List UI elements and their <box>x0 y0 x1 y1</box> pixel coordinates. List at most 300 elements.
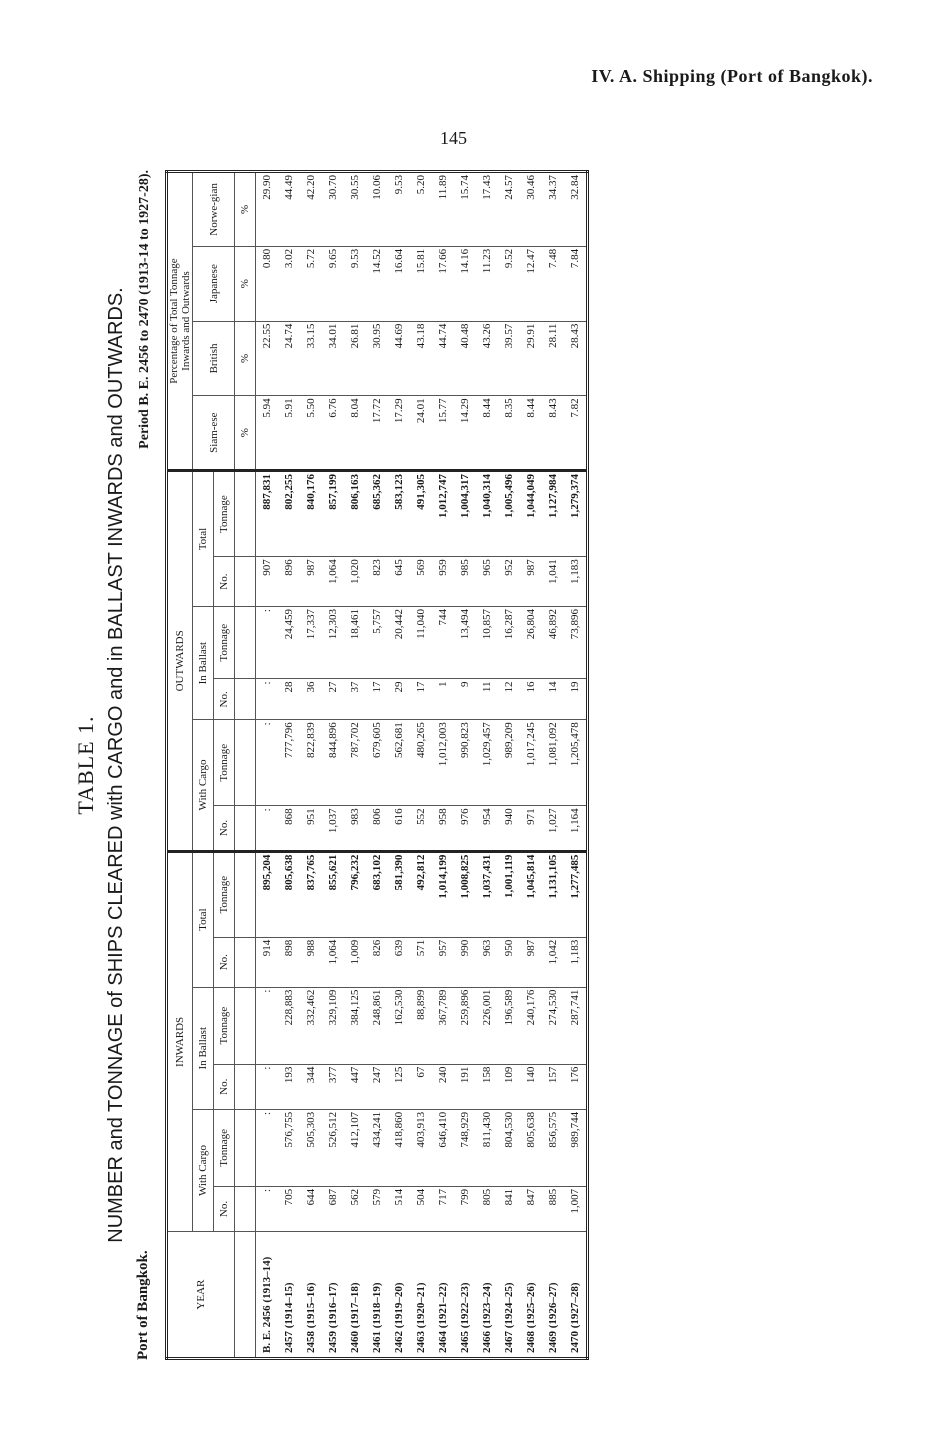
cell-in-cargo-ton: 418,860 <box>388 1109 410 1186</box>
tonnage-header: Tonnage <box>214 607 235 679</box>
cell-siamese: 8.04 <box>344 396 366 471</box>
cell-out-ballast-no: 37 <box>344 679 366 720</box>
cell-out-cargo-no: : <box>256 806 279 851</box>
cell-norwegian: 11.89 <box>432 172 454 247</box>
cell-in-total-ton: 1,131,105 <box>542 851 564 937</box>
out-with-cargo-header: With Cargo <box>193 720 214 851</box>
cell-out-total-ton: 1,004,317 <box>454 471 476 557</box>
cell-out-total-no: 1,064 <box>322 557 344 607</box>
cell-in-ballast-ton: 259,896 <box>454 987 476 1064</box>
cell-japanese: 15.81 <box>410 246 432 321</box>
cell-norwegian: 42.20 <box>300 172 322 247</box>
cell-out-ballast-no: : <box>256 679 279 720</box>
rotated-table-block <box>73 170 810 1360</box>
cell-in-total-ton: 1,277,485 <box>564 851 588 937</box>
cell-out-ballast-no: 17 <box>410 679 432 720</box>
cell-out-cargo-ton: : <box>256 720 279 806</box>
cell-norwegian: 44.49 <box>278 172 300 247</box>
pct-unit: % <box>235 246 256 321</box>
table-row <box>278 172 300 1359</box>
cell-out-cargo-ton: 562,681 <box>388 720 410 806</box>
cell-out-ballast-no: 11 <box>476 679 498 720</box>
cell-british: 29.91 <box>520 321 542 396</box>
cell-british: 28.11 <box>542 321 564 396</box>
table-row <box>498 172 520 1359</box>
cell-in-ballast-ton: 287,741 <box>564 987 588 1064</box>
tonnage-header: Tonnage <box>214 720 235 806</box>
cell-out-total-ton: 887,831 <box>256 471 279 557</box>
cell-in-ballast-no: 158 <box>476 1064 498 1109</box>
cell-out-total-no: 823 <box>366 557 388 607</box>
cell-in-cargo-ton: 748,929 <box>454 1109 476 1186</box>
cell-out-ballast-ton: 20,442 <box>388 607 410 679</box>
cell-in-cargo-ton: 505,303 <box>300 1109 322 1186</box>
cell-out-ballast-ton: 11,040 <box>410 607 432 679</box>
cell-out-ballast-ton: 17,337 <box>300 607 322 679</box>
cell-out-ballast-no: 1 <box>432 679 454 720</box>
table-row <box>454 172 476 1359</box>
cell-in-cargo-no: 562 <box>344 1186 366 1231</box>
cell-japanese: 9.65 <box>322 246 344 321</box>
cell-japanese: 5.72 <box>300 246 322 321</box>
cell-in-total-no: 990 <box>454 937 476 987</box>
period-label: Period B. E. 2456 to 2470 (1913-14 to 1927-28). <box>137 170 152 449</box>
cell-japanese: 12.47 <box>520 246 542 321</box>
cell-norwegian: 5.20 <box>410 172 432 247</box>
cell-out-ballast-no: 12 <box>498 679 520 720</box>
cell-british: 44.69 <box>388 321 410 396</box>
cell-out-total-ton: 806,163 <box>344 471 366 557</box>
cell-in-ballast-no: 344 <box>300 1064 322 1109</box>
cell-in-ballast-no: 447 <box>344 1064 366 1109</box>
port-label: Port of Bangkok. <box>135 1250 151 1360</box>
cell-out-total-ton: 491,305 <box>410 471 432 557</box>
cell-in-cargo-no: 805 <box>476 1186 498 1231</box>
cell-in-total-no: 639 <box>388 937 410 987</box>
japanese-header: Japanese <box>193 246 235 321</box>
cell-out-total-no: 896 <box>278 557 300 607</box>
cell-norwegian: 15.74 <box>454 172 476 247</box>
cell-out-total-no: 569 <box>410 557 432 607</box>
cell-in-ballast-ton: : <box>256 987 279 1064</box>
table-row <box>256 172 279 1359</box>
cell-out-cargo-no: 1,037 <box>322 806 344 851</box>
cell-in-ballast-ton: 88,899 <box>410 987 432 1064</box>
cell-norwegian: 32.84 <box>564 172 588 247</box>
cell-siamese: 8.35 <box>498 396 520 471</box>
cell-out-total-ton: 1,005,496 <box>498 471 520 557</box>
cell-out-cargo-no: 954 <box>476 806 498 851</box>
cell-out-cargo-ton: 679,605 <box>366 720 388 806</box>
cell-in-cargo-ton: 434,241 <box>366 1109 388 1186</box>
cell-in-total-ton: 796,232 <box>344 851 366 937</box>
cell-british: 40.48 <box>454 321 476 396</box>
cell-in-total-no: 571 <box>410 937 432 987</box>
cell-out-ballast-ton: 16,287 <box>498 607 520 679</box>
cell-in-cargo-no: 1,007 <box>564 1186 588 1231</box>
table-row <box>344 172 366 1359</box>
cell-out-cargo-no: 552 <box>410 806 432 851</box>
cell-norwegian: 10.06 <box>366 172 388 247</box>
cell-in-cargo-ton: 526,512 <box>322 1109 344 1186</box>
cell-british: 28.43 <box>564 321 588 396</box>
cell-in-cargo-ton: : <box>256 1109 279 1186</box>
cell-in-ballast-ton: 248,861 <box>366 987 388 1064</box>
table-row <box>410 172 432 1359</box>
cell-out-cargo-ton: 787,702 <box>344 720 366 806</box>
cell-in-cargo-no: 717 <box>432 1186 454 1231</box>
table-row <box>300 172 322 1359</box>
cell-in-total-ton: 683,102 <box>366 851 388 937</box>
cell-in-ballast-no: 176 <box>564 1064 588 1109</box>
cell-in-total-no: 950 <box>498 937 520 987</box>
tonnage-header: Tonnage <box>214 987 235 1064</box>
cell-out-ballast-ton: 744 <box>432 607 454 679</box>
cell-in-ballast-ton: 367,789 <box>432 987 454 1064</box>
cell-in-ballast-no: 67 <box>410 1064 432 1109</box>
cell-year: 2465 (1922–23) <box>454 1232 476 1359</box>
cell-out-total-ton: 840,176 <box>300 471 322 557</box>
cell-norwegian: 24.57 <box>498 172 520 247</box>
cell-in-total-no: 1,042 <box>542 937 564 987</box>
cell-out-cargo-no: 958 <box>432 806 454 851</box>
cell-japanese: 9.52 <box>498 246 520 321</box>
cell-in-total-no: 963 <box>476 937 498 987</box>
cell-in-total-no: 1,009 <box>344 937 366 987</box>
cell-in-ballast-no: 109 <box>498 1064 520 1109</box>
cell-japanese: 14.16 <box>454 246 476 321</box>
cell-out-ballast-no: 36 <box>300 679 322 720</box>
cell-in-cargo-ton: 804,530 <box>498 1109 520 1186</box>
no-header: No. <box>214 806 235 851</box>
cell-out-ballast-no: 27 <box>322 679 344 720</box>
cell-in-total-ton: 855,621 <box>322 851 344 937</box>
cell-siamese: 5.50 <box>300 396 322 471</box>
cell-out-total-ton: 1,012,747 <box>432 471 454 557</box>
cell-year: 2457 (1914–15) <box>278 1232 300 1359</box>
cell-in-cargo-ton: 412,107 <box>344 1109 366 1186</box>
cell-out-total-no: 1,183 <box>564 557 588 607</box>
cell-out-total-no: 987 <box>300 557 322 607</box>
pct-unit: % <box>235 396 256 471</box>
norwegian-header: Norwe-gian <box>193 172 235 247</box>
cell-in-total-ton: 1,001,119 <box>498 851 520 937</box>
cell-in-ballast-ton: 274,530 <box>542 987 564 1064</box>
cell-in-ballast-ton: 196,589 <box>498 987 520 1064</box>
out-total-header: Total <box>193 471 214 607</box>
year-header: YEAR <box>167 1232 235 1359</box>
cell-in-total-no: 1,183 <box>564 937 588 987</box>
in-total-header: Total <box>193 851 214 987</box>
cell-in-ballast-ton: 228,883 <box>278 987 300 1064</box>
cell-norwegian: 30.55 <box>344 172 366 247</box>
cell-siamese: 14.29 <box>454 396 476 471</box>
cell-japanese: 17.66 <box>432 246 454 321</box>
cell-out-cargo-no: 976 <box>454 806 476 851</box>
table-subtitle: NUMBER and TONNAGE of SHIPS CLEARED with CARGO and in BALLAST INWARDS and OUTWARDS. <box>105 287 127 1243</box>
percentage-header-line2: Inwards and Outwards <box>180 271 192 371</box>
table-row <box>564 172 588 1359</box>
cell-siamese: 6.76 <box>322 396 344 471</box>
outwards-header: OUTWARDS <box>167 471 193 852</box>
cell-japanese: 14.52 <box>366 246 388 321</box>
cell-out-cargo-ton: 1,017,245 <box>520 720 542 806</box>
cell-out-cargo-no: 983 <box>344 806 366 851</box>
cell-in-cargo-no: 514 <box>388 1186 410 1231</box>
cell-out-total-no: 952 <box>498 557 520 607</box>
cell-year: 2469 (1926–27) <box>542 1232 564 1359</box>
cell-out-cargo-ton: 1,081,092 <box>542 720 564 806</box>
cell-out-cargo-no: 868 <box>278 806 300 851</box>
cell-japanese: 3.02 <box>278 246 300 321</box>
cell-year: 2468 (1925–26) <box>520 1232 542 1359</box>
cell-japanese: 7.84 <box>564 246 588 321</box>
cell-siamese: 24.01 <box>410 396 432 471</box>
cell-out-ballast-ton: 5,757 <box>366 607 388 679</box>
table-row <box>388 172 410 1359</box>
cell-siamese: 5.94 <box>256 396 279 471</box>
cell-in-total-ton: 492,812 <box>410 851 432 937</box>
cell-in-total-no: 898 <box>278 937 300 987</box>
cell-in-total-ton: 1,008,825 <box>454 851 476 937</box>
cell-in-total-ton: 1,045,814 <box>520 851 542 937</box>
cell-year: 2467 (1924–25) <box>498 1232 520 1359</box>
cell-in-total-ton: 805,638 <box>278 851 300 937</box>
page-number: 145 <box>440 128 467 148</box>
cell-japanese: 9.53 <box>344 246 366 321</box>
cell-norwegian: 30.70 <box>322 172 344 247</box>
cell-in-cargo-no: 799 <box>454 1186 476 1231</box>
cell-out-cargo-ton: 777,796 <box>278 720 300 806</box>
cell-in-cargo-no: 504 <box>410 1186 432 1231</box>
in-with-cargo-header: With Cargo <box>193 1109 214 1231</box>
cell-out-ballast-ton: 13,494 <box>454 607 476 679</box>
cell-year: B. E. 2456 (1913–14) <box>256 1232 279 1359</box>
cell-in-cargo-ton: 403,913 <box>410 1109 432 1186</box>
no-header: No. <box>214 679 235 720</box>
cell-out-cargo-no: 951 <box>300 806 322 851</box>
cell-in-cargo-no: 841 <box>498 1186 520 1231</box>
cell-out-cargo-no: 616 <box>388 806 410 851</box>
cell-out-ballast-ton: 12,303 <box>322 607 344 679</box>
cell-year: 2462 (1919–20) <box>388 1232 410 1359</box>
cell-in-cargo-no: 885 <box>542 1186 564 1231</box>
cell-in-ballast-ton: 240,176 <box>520 987 542 1064</box>
cell-in-total-ton: 581,390 <box>388 851 410 937</box>
cell-british: 43.18 <box>410 321 432 396</box>
table-row <box>476 172 498 1359</box>
cell-out-total-no: 965 <box>476 557 498 607</box>
siamese-header: Siam-ese <box>193 396 235 471</box>
inwards-header: INWARDS <box>167 851 193 1232</box>
cell-out-total-no: 907 <box>256 557 279 607</box>
cell-japanese: 7.48 <box>542 246 564 321</box>
cell-out-total-ton: 1,040,314 <box>476 471 498 557</box>
pct-unit: % <box>235 172 256 247</box>
cell-in-total-no: 826 <box>366 937 388 987</box>
cell-in-ballast-ton: 384,125 <box>344 987 366 1064</box>
cell-in-cargo-ton: 646,410 <box>432 1109 454 1186</box>
cell-out-ballast-ton: 24,459 <box>278 607 300 679</box>
cell-in-ballast-ton: 329,109 <box>322 987 344 1064</box>
cell-out-ballast-no: 17 <box>366 679 388 720</box>
cell-in-cargo-ton: 856,575 <box>542 1109 564 1186</box>
cell-year: 2470 (1927–28) <box>564 1232 588 1359</box>
cell-in-cargo-no: 705 <box>278 1186 300 1231</box>
tonnage-header: Tonnage <box>214 471 235 557</box>
no-header: No. <box>214 1064 235 1109</box>
cell-norwegian: 30.46 <box>520 172 542 247</box>
cell-out-total-no: 987 <box>520 557 542 607</box>
table-row <box>520 172 542 1359</box>
cell-out-ballast-ton: 73,896 <box>564 607 588 679</box>
cell-out-cargo-no: 1,164 <box>564 806 588 851</box>
cell-in-ballast-no: 157 <box>542 1064 564 1109</box>
percentage-header-line1: Percentage of Total Tonnage <box>168 258 180 384</box>
cell-out-total-ton: 583,123 <box>388 471 410 557</box>
cell-in-total-ton: 837,765 <box>300 851 322 937</box>
cell-norwegian: 9.53 <box>388 172 410 247</box>
cell-japanese: 16.64 <box>388 246 410 321</box>
cell-in-total-no: 957 <box>432 937 454 987</box>
cell-out-total-no: 1,020 <box>344 557 366 607</box>
cell-british: 22.55 <box>256 321 279 396</box>
in-in-ballast-header: In Ballast <box>193 987 214 1109</box>
cell-siamese: 15.77 <box>432 396 454 471</box>
table-row <box>366 172 388 1359</box>
cell-out-ballast-ton: 26,804 <box>520 607 542 679</box>
cell-out-cargo-no: 806 <box>366 806 388 851</box>
cell-out-cargo-ton: 1,205,478 <box>564 720 588 806</box>
cell-siamese: 8.44 <box>476 396 498 471</box>
cell-siamese: 7.82 <box>564 396 588 471</box>
cell-in-total-ton: 1,014,199 <box>432 851 454 937</box>
cell-year: 2464 (1921–22) <box>432 1232 454 1359</box>
cell-siamese: 8.43 <box>542 396 564 471</box>
cell-norwegian: 17.43 <box>476 172 498 247</box>
cell-out-ballast-ton: : <box>256 607 279 679</box>
cell-in-ballast-ton: 332,462 <box>300 987 322 1064</box>
cell-out-ballast-no: 14 <box>542 679 564 720</box>
cell-british: 26.81 <box>344 321 366 396</box>
cell-in-ballast-no: 140 <box>520 1064 542 1109</box>
cell-in-total-ton: 1,037,431 <box>476 851 498 937</box>
cell-out-total-no: 1,041 <box>542 557 564 607</box>
table-row <box>322 172 344 1359</box>
cell-in-total-no: 988 <box>300 937 322 987</box>
cell-in-cargo-ton: 811,430 <box>476 1109 498 1186</box>
cell-year: 2463 (1920–21) <box>410 1232 432 1359</box>
cell-in-cargo-no: 687 <box>322 1186 344 1231</box>
tonnage-header: Tonnage <box>214 851 235 937</box>
cell-out-ballast-no: 16 <box>520 679 542 720</box>
cell-out-ballast-ton: 18,461 <box>344 607 366 679</box>
table-title: TABLE 1. <box>73 715 98 815</box>
cell-british: 30.95 <box>366 321 388 396</box>
cell-in-total-no: 1,064 <box>322 937 344 987</box>
cell-out-total-no: 985 <box>454 557 476 607</box>
cell-out-ballast-ton: 10,857 <box>476 607 498 679</box>
cell-out-cargo-ton: 1,029,457 <box>476 720 498 806</box>
cell-siamese: 8.44 <box>520 396 542 471</box>
cell-in-cargo-no: 847 <box>520 1186 542 1231</box>
cell-in-ballast-no: 193 <box>278 1064 300 1109</box>
pct-unit: % <box>235 321 256 396</box>
cell-in-total-ton: 895,204 <box>256 851 279 937</box>
cell-out-cargo-ton: 822,839 <box>300 720 322 806</box>
cell-british: 44.74 <box>432 321 454 396</box>
cell-in-ballast-no: 240 <box>432 1064 454 1109</box>
cell-out-cargo-ton: 844,896 <box>322 720 344 806</box>
cell-out-total-ton: 1,044,049 <box>520 471 542 557</box>
cell-norwegian: 34.37 <box>542 172 564 247</box>
cell-out-cargo-ton: 990,823 <box>454 720 476 806</box>
cell-in-ballast-ton: 162,530 <box>388 987 410 1064</box>
cell-british: 34.01 <box>322 321 344 396</box>
cell-in-cargo-ton: 989,744 <box>564 1109 588 1186</box>
cell-norwegian: 29.90 <box>256 172 279 247</box>
cell-year: 2458 (1915–16) <box>300 1232 322 1359</box>
table-body <box>256 172 588 1359</box>
cell-siamese: 17.29 <box>388 396 410 471</box>
cell-in-cargo-no: 644 <box>300 1186 322 1231</box>
cell-out-cargo-no: 971 <box>520 806 542 851</box>
shipping-table <box>165 170 589 1360</box>
cell-out-ballast-ton: 46,892 <box>542 607 564 679</box>
cell-in-cargo-no: 579 <box>366 1186 388 1231</box>
no-header: No. <box>214 937 235 987</box>
cell-in-cargo-no: : <box>256 1186 279 1231</box>
cell-out-ballast-no: 19 <box>564 679 588 720</box>
tonnage-header: Tonnage <box>214 1109 235 1186</box>
cell-year: 2460 (1917–18) <box>344 1232 366 1359</box>
section-header: IV. A. Shipping (Port of Bangkok). <box>591 66 873 86</box>
cell-in-total-no: 987 <box>520 937 542 987</box>
cell-in-total-no: 914 <box>256 937 279 987</box>
cell-year: 2461 (1918–19) <box>366 1232 388 1359</box>
out-in-ballast-header: In Ballast <box>193 607 214 720</box>
cell-siamese: 5.91 <box>278 396 300 471</box>
no-header: No. <box>214 1186 235 1231</box>
cell-out-cargo-ton: 480,265 <box>410 720 432 806</box>
cell-siamese: 17.72 <box>366 396 388 471</box>
cell-out-total-no: 645 <box>388 557 410 607</box>
cell-japanese: 0.80 <box>256 246 279 321</box>
cell-in-ballast-no: 191 <box>454 1064 476 1109</box>
cell-out-total-ton: 685,362 <box>366 471 388 557</box>
cell-out-ballast-no: 29 <box>388 679 410 720</box>
cell-year: 2466 (1923–24) <box>476 1232 498 1359</box>
cell-in-cargo-ton: 805,638 <box>520 1109 542 1186</box>
cell-in-ballast-no: 125 <box>388 1064 410 1109</box>
cell-out-total-ton: 1,127,984 <box>542 471 564 557</box>
cell-out-total-ton: 1,279,374 <box>564 471 588 557</box>
cell-out-total-ton: 857,199 <box>322 471 344 557</box>
cell-in-cargo-ton: 576,755 <box>278 1109 300 1186</box>
cell-out-ballast-no: 28 <box>278 679 300 720</box>
table-row <box>432 172 454 1359</box>
cell-year: 2459 (1916–17) <box>322 1232 344 1359</box>
cell-in-ballast-no: : <box>256 1064 279 1109</box>
cell-out-cargo-no: 1,027 <box>542 806 564 851</box>
cell-british: 43.26 <box>476 321 498 396</box>
cell-out-total-ton: 802,255 <box>278 471 300 557</box>
cell-british: 24.74 <box>278 321 300 396</box>
cell-in-ballast-no: 377 <box>322 1064 344 1109</box>
cell-out-total-no: 959 <box>432 557 454 607</box>
cell-british: 33.15 <box>300 321 322 396</box>
cell-in-ballast-no: 247 <box>366 1064 388 1109</box>
